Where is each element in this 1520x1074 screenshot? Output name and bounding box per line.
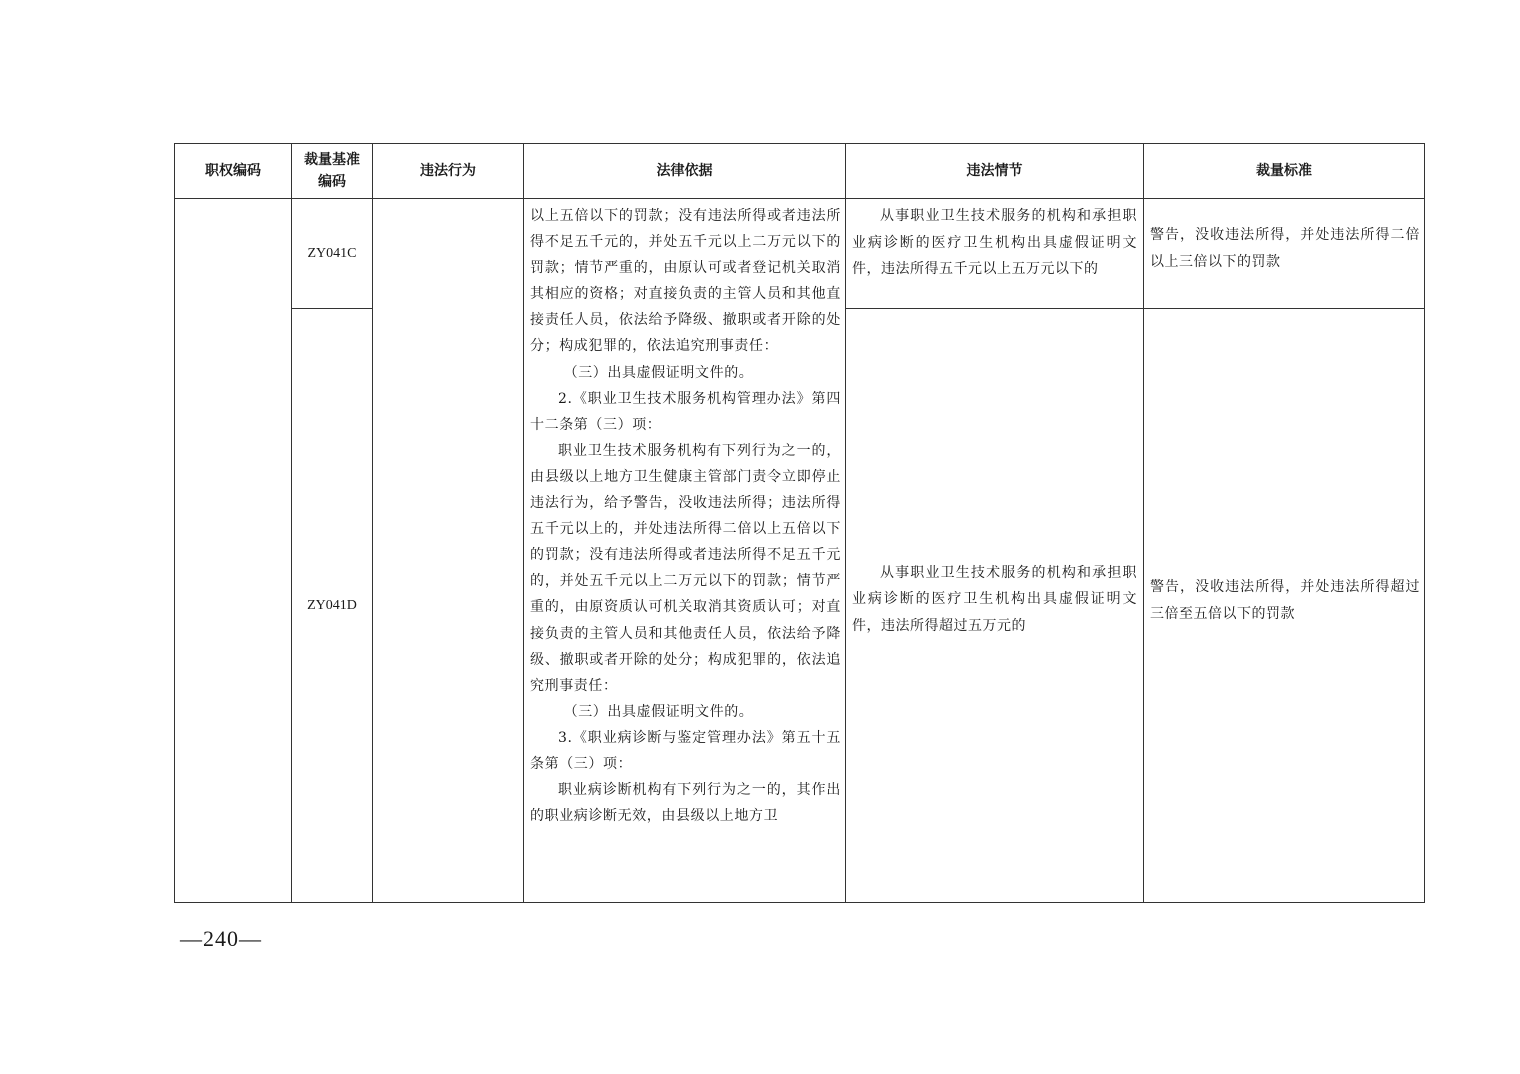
legal-basis-text: （三）出具虚假证明文件的。 — [563, 364, 754, 381]
circumstance-cell — [846, 309, 1144, 903]
legal-basis-text: 职业卫生技术服务机构有下列行为之一的，由县级以上地方卫生健康主管部门责令立即停止违法行为，给予警告，没收违法所得；违法所得五千元以上的，并处违法所得二倍以上五倍以下的罚款；没有违法所得或者违法所得不足五千元的，并处五千元以上二万元以下的罚款；情节严重的，由原资质认可机关取消其资质认可；对直接负责的主管人员和其他责任人员，依法给予降级、撤职或者开除的处分；构成犯罪的，依法追究刑事责任： — [530, 442, 841, 694]
standard-text: 警告，没收违法所得，并处违法所得二倍以上三倍以下的罚款 — [1150, 227, 1420, 270]
legal-basis-text: 职业病诊断机构有下列行为之一的，其作出的职业病诊断无效，由县级以上地方卫 — [530, 782, 841, 825]
discretion-code: ZY041C — [292, 199, 373, 309]
legal-basis-cell — [524, 199, 846, 903]
standard-cell — [1144, 309, 1425, 903]
circumstance-cell — [846, 199, 1144, 309]
page-number: —240— — [180, 926, 262, 951]
header-legal-basis: 法律依据 — [524, 144, 846, 199]
header-circumstance: 违法情节 — [846, 144, 1144, 199]
table-row — [175, 199, 1425, 309]
legal-basis-text: 3.《职业病诊断与鉴定管理办法》第五十五条第（三）项： — [530, 729, 841, 772]
header-authority-code: 职权编码 — [175, 144, 292, 199]
legal-basis-text: 以上五倍以下的罚款；没有违法所得或者违法所得不足五千元的，并处五千元以上二万元以下的罚款；情节严重的，由原认可或者登记机关取消其相应的资格；对直接负责的主管人员和其他直接责任人员，依法给予降级、撤职或者开除的处分；构成犯罪的，依法追究刑事责任： — [530, 208, 841, 355]
discretion-code: ZY041D — [292, 309, 373, 903]
header-violation: 违法行为 — [373, 144, 524, 199]
header-discretion-code-line1: 裁量基准 — [304, 152, 360, 168]
discretion-table — [174, 143, 1425, 903]
legal-basis-text: （三）出具虚假证明文件的。 — [563, 703, 754, 720]
violation-cell — [373, 199, 524, 903]
circumstance-text: 从事职业卫生技术服务的机构和承担职业病诊断的医疗卫生机构出具虚假证明文件，违法所得五千元以上五万元以下的 — [852, 208, 1137, 277]
authority-code-cell — [175, 199, 292, 903]
standard-text: 警告，没收违法所得，并处违法所得超过三倍至五倍以下的罚款 — [1150, 579, 1420, 622]
circumstance-text: 从事职业卫生技术服务的机构和承担职业病诊断的医疗卫生机构出具虚假证明文件，违法所得超过五万元的 — [852, 564, 1137, 634]
header-row — [175, 144, 1425, 199]
header-standard: 裁量标准 — [1144, 144, 1425, 199]
header-discretion-code — [292, 144, 373, 199]
legal-basis-text: 2.《职业卫生技术服务机构管理办法》第四十二条第（三）项： — [530, 390, 841, 433]
header-discretion-code-line2: 编码 — [318, 174, 346, 190]
standard-cell — [1144, 199, 1425, 309]
